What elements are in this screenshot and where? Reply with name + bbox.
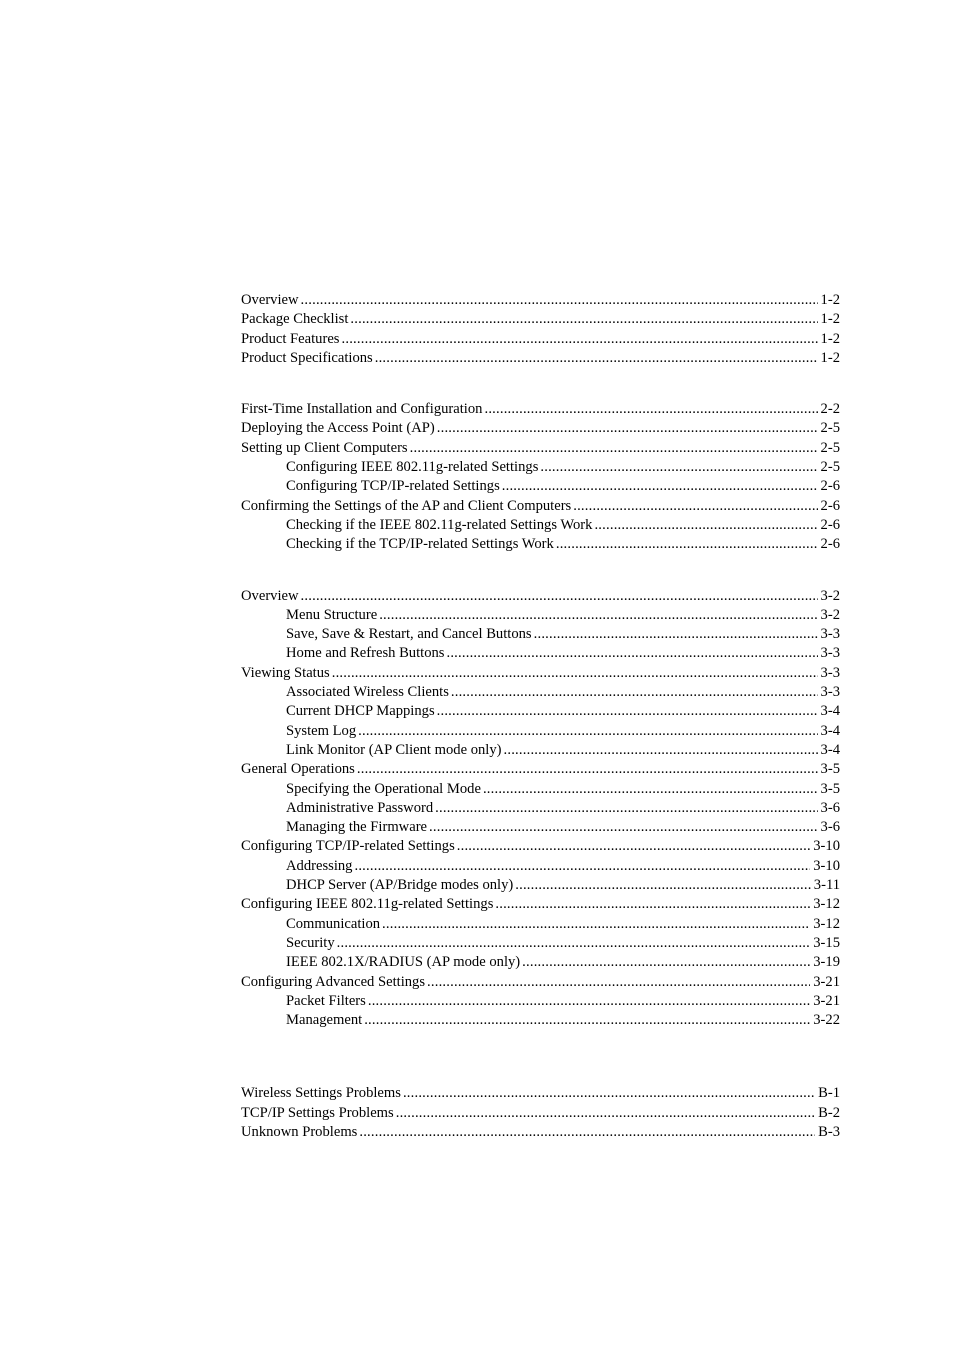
toc-entry-page: B-2 bbox=[818, 1104, 840, 1121]
toc-entry[interactable] bbox=[241, 818, 840, 837]
toc-entry-page: 3-2 bbox=[820, 587, 840, 604]
toc-entry[interactable] bbox=[241, 953, 840, 972]
toc-entry-title: Overview bbox=[241, 587, 299, 604]
toc-entry-page: 3-21 bbox=[813, 973, 840, 990]
dot-leader bbox=[357, 760, 818, 779]
dot-leader bbox=[427, 973, 810, 992]
toc-entry[interactable] bbox=[241, 419, 840, 438]
dot-leader bbox=[534, 625, 818, 644]
toc-entry-title: Package Checklist bbox=[241, 311, 349, 328]
toc-entry-title: Wireless Settings Problems bbox=[241, 1085, 401, 1102]
toc-entry-page: 3-11 bbox=[813, 877, 840, 894]
toc-entry-page: 2-5 bbox=[820, 420, 840, 437]
toc-entry-title: Deploying the Access Point (AP) bbox=[241, 420, 435, 437]
toc-entry[interactable] bbox=[241, 291, 840, 310]
toc-entry-title: Administrative Password bbox=[286, 799, 434, 816]
toc-entry-title: Home and Refresh Buttons bbox=[286, 645, 445, 662]
dot-leader bbox=[396, 1104, 815, 1123]
toc-entry[interactable] bbox=[241, 644, 840, 663]
toc-entry-title: Product Features bbox=[241, 330, 340, 347]
toc-entry[interactable] bbox=[241, 876, 840, 895]
toc-entry[interactable] bbox=[241, 625, 840, 644]
dot-leader bbox=[437, 702, 818, 721]
toc-entry[interactable] bbox=[241, 535, 840, 554]
toc-entry[interactable] bbox=[241, 915, 840, 934]
toc-entry-page: 3-3 bbox=[820, 626, 840, 643]
dot-leader bbox=[332, 664, 818, 683]
section-spacer bbox=[241, 368, 840, 400]
toc-entry[interactable] bbox=[241, 683, 840, 702]
toc-entry-title: TCP/IP Settings Problems bbox=[241, 1104, 394, 1121]
toc-entry[interactable] bbox=[241, 477, 840, 496]
dot-leader bbox=[358, 722, 817, 741]
toc-entry-title: First-Time Installation and Configuration bbox=[241, 401, 483, 418]
toc-entry-title: Addressing bbox=[286, 857, 353, 874]
toc-entry-page: 3-2 bbox=[820, 606, 840, 623]
toc-entry-page: 3-10 bbox=[813, 857, 840, 874]
dot-leader bbox=[556, 535, 818, 554]
toc-entry[interactable] bbox=[241, 349, 840, 368]
dot-leader bbox=[337, 934, 811, 953]
toc-entry-page: 3-3 bbox=[820, 664, 840, 681]
toc-entry-page: 3-4 bbox=[820, 722, 840, 739]
toc-entry[interactable] bbox=[241, 702, 840, 721]
toc-entry-page: 3-15 bbox=[813, 934, 840, 951]
toc-entry-title: Save, Save & Restart, and Cancel Buttons bbox=[286, 626, 532, 643]
dot-leader bbox=[522, 953, 810, 972]
toc-entry-page: 3-12 bbox=[813, 915, 840, 932]
dot-leader bbox=[382, 915, 810, 934]
toc-entry-page: 1-2 bbox=[820, 292, 840, 308]
toc-entry-page: 2-2 bbox=[820, 401, 840, 418]
toc-entry[interactable] bbox=[241, 973, 840, 992]
toc-entry-page: 3-6 bbox=[820, 819, 840, 836]
toc-entry-page: 3-12 bbox=[813, 896, 840, 913]
toc-entry-page: 1-2 bbox=[820, 330, 840, 347]
toc-entry[interactable] bbox=[241, 497, 840, 516]
toc-entry-title: Configuring TCP/IP-related Settings bbox=[241, 838, 455, 855]
dot-leader bbox=[350, 310, 817, 329]
toc-entry-page: 2-5 bbox=[820, 439, 840, 456]
dot-leader bbox=[359, 1123, 815, 1142]
toc-entry[interactable] bbox=[241, 837, 840, 856]
toc-section-3 bbox=[241, 587, 840, 1031]
dot-leader bbox=[515, 876, 811, 895]
toc-entry-title: Security bbox=[286, 934, 335, 951]
toc-entry-title: Overview bbox=[241, 292, 299, 308]
toc-entry-page: B-1 bbox=[818, 1085, 840, 1102]
dot-leader bbox=[354, 857, 810, 876]
table-of-contents bbox=[241, 291, 840, 1142]
toc-entry-page: 1-2 bbox=[820, 349, 840, 366]
dot-leader bbox=[403, 1084, 815, 1103]
section-spacer bbox=[241, 555, 840, 587]
toc-entry[interactable] bbox=[241, 780, 840, 799]
toc-entry-title: Configuring IEEE 802.11g-related Settings bbox=[241, 896, 494, 913]
dot-leader bbox=[437, 419, 818, 438]
dot-leader bbox=[375, 349, 818, 368]
dot-leader bbox=[446, 644, 817, 663]
toc-entry-page: 3-4 bbox=[820, 741, 840, 758]
toc-entry-title: Product Specifications bbox=[241, 349, 373, 366]
toc-entry-title: General Operations bbox=[241, 761, 355, 778]
toc-entry[interactable] bbox=[241, 1104, 840, 1123]
toc-entry-title: Associated Wireless Clients bbox=[286, 684, 449, 701]
toc-entry-page: 3-10 bbox=[813, 838, 840, 855]
dot-leader bbox=[502, 477, 818, 496]
toc-section-1 bbox=[241, 291, 840, 368]
dot-leader bbox=[540, 458, 817, 477]
dot-leader bbox=[504, 741, 818, 760]
toc-entry[interactable] bbox=[241, 857, 840, 876]
toc-entry-title: Link Monitor (AP Client mode only) bbox=[286, 741, 502, 758]
toc-entry[interactable] bbox=[241, 587, 840, 606]
toc-entry-page: 3-4 bbox=[820, 703, 840, 720]
toc-entry-page: 3-22 bbox=[813, 1012, 840, 1029]
toc-entry[interactable] bbox=[241, 1123, 840, 1142]
toc-entry-page: 1-2 bbox=[820, 311, 840, 328]
toc-entry[interactable] bbox=[241, 992, 840, 1011]
dot-leader bbox=[484, 400, 817, 419]
toc-entry-title: DHCP Server (AP/Bridge modes only) bbox=[286, 877, 514, 894]
toc-entry-title: Checking if the TCP/IP-related Settings Work bbox=[286, 536, 554, 553]
toc-entry[interactable] bbox=[241, 310, 840, 329]
toc-entry-title: Confirming the Settings of the AP and Client Computers bbox=[241, 497, 572, 514]
toc-entry[interactable] bbox=[241, 741, 840, 760]
toc-entry-title: Checking if the IEEE 802.11g-related Settings Work bbox=[286, 516, 593, 533]
dot-leader bbox=[379, 606, 817, 625]
toc-entry-title: Current DHCP Mappings bbox=[286, 703, 435, 720]
toc-entry[interactable] bbox=[241, 330, 840, 349]
toc-entry[interactable] bbox=[241, 1011, 840, 1030]
toc-entry-title: Configuring IEEE 802.11g-related Settings bbox=[286, 459, 539, 476]
dot-leader bbox=[364, 1011, 810, 1030]
dot-leader bbox=[342, 330, 818, 349]
toc-entry[interactable] bbox=[241, 760, 840, 779]
toc-entry-title: Managing the Firmware bbox=[286, 819, 428, 836]
dot-leader bbox=[451, 683, 818, 702]
toc-entry-title: Packet Filters bbox=[286, 992, 366, 1009]
toc-entry-title: Management bbox=[286, 1012, 363, 1029]
section-spacer bbox=[241, 1030, 840, 1084]
toc-entry-title: IEEE 802.1X/RADIUS (AP mode only) bbox=[286, 954, 521, 971]
toc-entry-page: 3-6 bbox=[820, 799, 840, 816]
dot-leader bbox=[429, 818, 817, 837]
toc-entry-title: Unknown Problems bbox=[241, 1123, 358, 1140]
dot-leader bbox=[301, 291, 818, 310]
toc-entry-title: Specifying the Operational Mode bbox=[286, 780, 481, 797]
dot-leader bbox=[410, 439, 818, 458]
dot-leader bbox=[368, 992, 810, 1011]
toc-entry-page: B-3 bbox=[818, 1123, 840, 1140]
toc-entry-page: 3-19 bbox=[813, 954, 840, 971]
toc-entry-page: 3-21 bbox=[813, 992, 840, 1009]
toc-entry-page: 2-6 bbox=[820, 516, 840, 533]
toc-entry-title: Viewing Status bbox=[241, 664, 330, 681]
toc-entry[interactable] bbox=[241, 400, 840, 419]
toc-entry[interactable] bbox=[241, 722, 840, 741]
toc-entry-page: 3-3 bbox=[820, 645, 840, 662]
dot-leader bbox=[495, 895, 810, 914]
toc-section-2 bbox=[241, 400, 840, 554]
toc-entry[interactable] bbox=[241, 516, 840, 535]
toc-entry-page: 2-5 bbox=[820, 459, 840, 476]
toc-entry-page: 3-5 bbox=[820, 761, 840, 778]
toc-entry[interactable] bbox=[241, 664, 840, 683]
toc-entry[interactable] bbox=[241, 458, 840, 477]
toc-entry[interactable] bbox=[241, 1084, 840, 1103]
toc-entry-page: 3-3 bbox=[820, 684, 840, 701]
toc-entry-title: Configuring Advanced Settings bbox=[241, 973, 426, 990]
dot-leader bbox=[457, 837, 810, 856]
toc-entry-page: 2-6 bbox=[820, 478, 840, 495]
dot-leader bbox=[483, 780, 818, 799]
dot-leader bbox=[301, 587, 818, 606]
toc-entry-title: Setting up Client Computers bbox=[241, 439, 408, 456]
toc-section-4 bbox=[241, 1084, 840, 1142]
toc-entry[interactable] bbox=[241, 606, 840, 625]
toc-entry[interactable] bbox=[241, 895, 840, 914]
dot-leader bbox=[435, 799, 817, 818]
toc-entry-page: 2-6 bbox=[820, 536, 840, 553]
toc-entry-title: Configuring TCP/IP-related Settings bbox=[286, 478, 500, 495]
toc-entry-page: 3-5 bbox=[820, 780, 840, 797]
toc-entry-title: System Log bbox=[286, 722, 357, 739]
toc-entry-page: 2-6 bbox=[820, 497, 840, 514]
toc-entry[interactable] bbox=[241, 439, 840, 458]
toc-entry-title: Communication bbox=[286, 915, 381, 932]
toc-entry[interactable] bbox=[241, 799, 840, 818]
dot-leader bbox=[594, 516, 817, 535]
toc-entry-title: Menu Structure bbox=[286, 606, 378, 623]
toc-entry[interactable] bbox=[241, 934, 840, 953]
dot-leader bbox=[573, 497, 817, 516]
